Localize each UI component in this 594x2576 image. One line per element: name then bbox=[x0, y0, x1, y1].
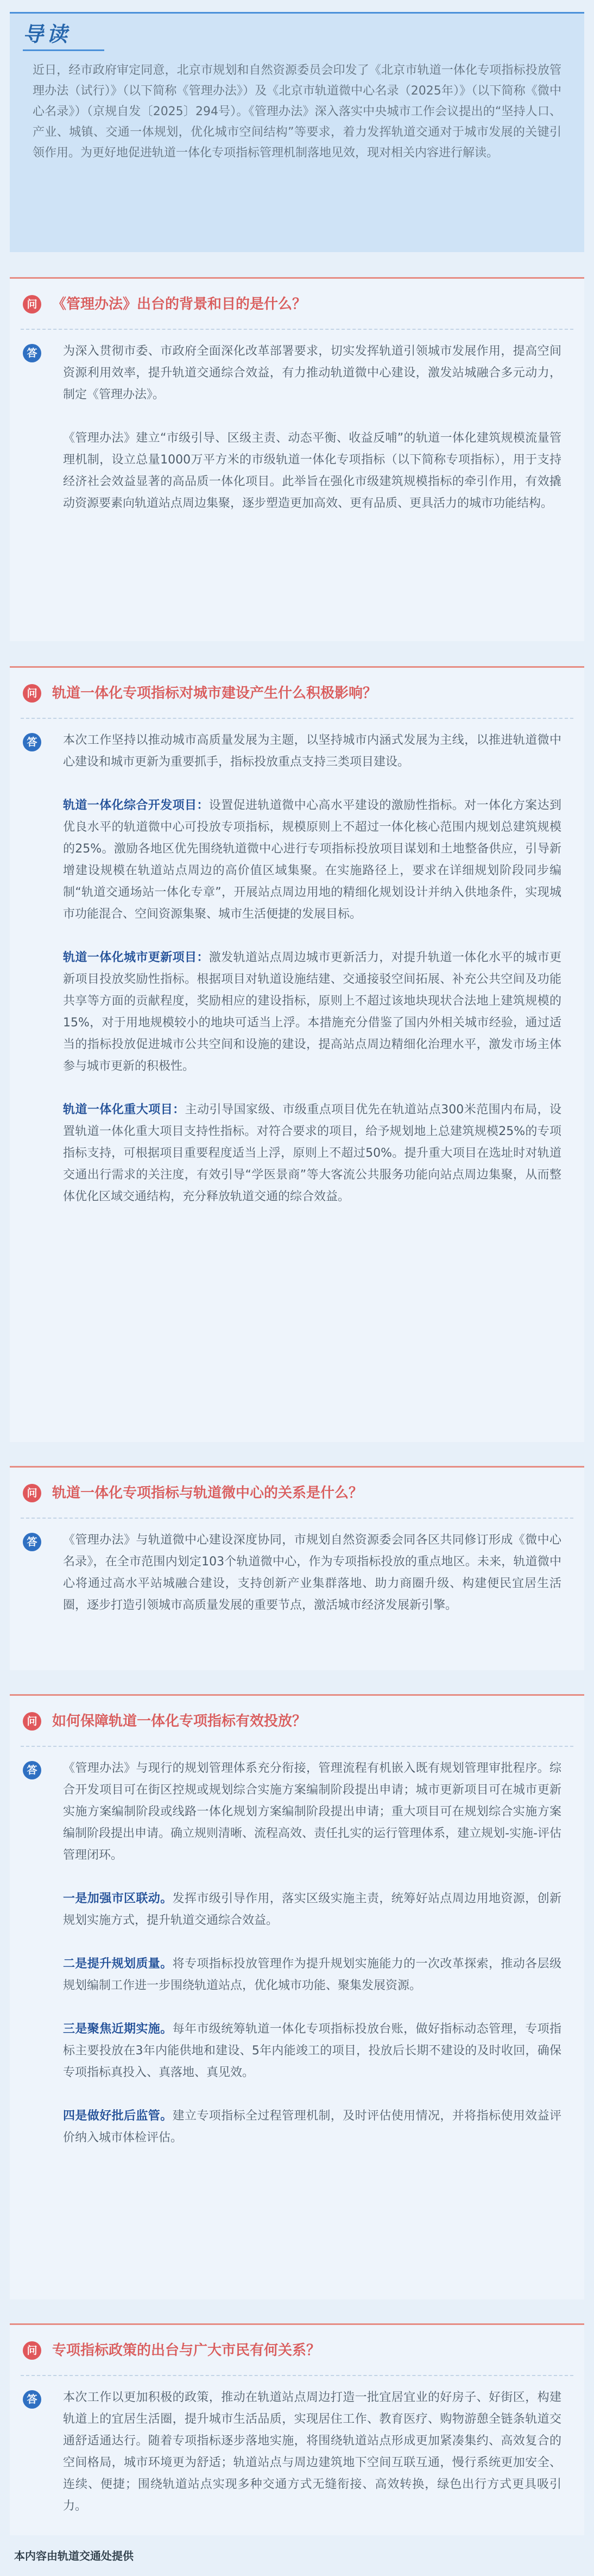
answer-paragraph bbox=[63, 2105, 561, 2149]
paragraph-lead: 四是做好批后监管。 bbox=[63, 2109, 173, 2123]
intro-title-underline bbox=[23, 49, 104, 51]
question-text: 如何保障轨道一体化专项指标有效投放？ bbox=[52, 1713, 307, 1729]
answer-body bbox=[63, 2387, 561, 2517]
answer-badge: 答 bbox=[23, 344, 41, 362]
question-badge: 问 bbox=[23, 295, 41, 314]
answer-paragraph bbox=[63, 947, 561, 1077]
paragraph-lead: 轨道一体化综合开发项目： bbox=[63, 799, 209, 812]
answer-paragraph bbox=[63, 2019, 561, 2084]
answer-paragraph bbox=[63, 1099, 561, 1208]
answer-paragraph bbox=[63, 1530, 561, 1616]
answer-paragraph bbox=[63, 2387, 561, 2517]
answer-body bbox=[63, 730, 561, 1208]
question-row bbox=[10, 668, 584, 718]
answer-body bbox=[63, 1758, 561, 2149]
answer-paragraph bbox=[63, 730, 561, 773]
paragraph-text: 每年市级统筹轨道一体化专项指标投放台账，做好指标动态管理，专项指标主要投放在3年内能供地和建设、5年内能竣工的项目，投放后长期不建设的及时收回，确保专项指标真投入、真落地、真见效。 bbox=[63, 2022, 561, 2079]
question-text: 《管理办法》出台的背景和目的是什么？ bbox=[52, 296, 307, 312]
dashed-divider bbox=[21, 718, 573, 719]
qa-card-2 bbox=[10, 666, 584, 1442]
paragraph-text: 发挥市级引导作用，落实区级实施主责，统筹好站点周边用地资源，创新规划实施方式，提升轨道交通综合效益。 bbox=[63, 1892, 561, 1927]
dashed-divider bbox=[21, 329, 573, 330]
intro-text: 近日，经市政府审定同意，北京市规划和自然资源委员会印发了《北京市轨道一体化专项指标投放管理办法（试行）》（以下简称《管理办法》）及《北京市轨道微中心名录（2025年）》（以下简称《微中心名录》）（京规自发〔2025〕294号）。《管理办法》深入落实中央城市工作会议提出的“坚持人口、产业、城镇、交通一体规划，优化城市空间结构”等要求，着力发挥轨道交通对于城市发展的关键引领作用。为更好地促进轨道一体化专项指标管理机制落地见效，现对相关内容进行解读。 bbox=[33, 64, 561, 160]
answer-body bbox=[63, 1530, 561, 1616]
answer-paragraph bbox=[63, 428, 561, 515]
paragraph-text: 本次工作坚持以推动城市高质量发展为主题，以坚持城市内涵式发展为主线，以推进轨道微中心建设和城市更新为重要抓手，指标投放重点支持三类项目建设。 bbox=[63, 734, 561, 769]
answer-body bbox=[63, 341, 561, 515]
paragraph-lead: 一是加强市区联动。 bbox=[63, 1892, 173, 1906]
dashed-divider bbox=[21, 2375, 573, 2376]
question-row bbox=[10, 2325, 584, 2375]
paragraph-text: 主动引导国家级、市级重点项目优先在轨道站点300米范围内布局，设置轨道一体化重大项目支持性指标。对符合要求的项目，给予规划地上总建筑规模25%的专项指标支持，可根据项目重要程度适当上浮，原则上不超过50%。提升重大项目在选址时对轨道交通出行需求的关注度，有效引导“学医景商”等大客流公共服务功能向站点周边集聚，从而整体优化区域交通结构，充分释放轨道交通的综合效益。 bbox=[63, 1103, 561, 1204]
question-text: 轨道一体化专项指标与轨道微中心的关系是什么？ bbox=[52, 1485, 363, 1501]
answer-paragraph bbox=[63, 1888, 561, 1932]
answer-paragraph bbox=[63, 1758, 561, 1866]
paragraph-text: 《管理办法》建立“市级引导、区级主责、动态平衡、收益反哺”的轨道一体化建筑规模流量管理机制，设立总量1000万平方米的市级轨道一体化专项指标（以下简称专项指标），用于支持经济社会效益显著的高品质一体化项目。此举旨在强化市级建筑规模指标的牵引作用，有效撬动资源要素向轨道站点周边集聚，逐步塑造更加高效、更有品质、更具活力的城市功能结构。 bbox=[63, 431, 561, 510]
paragraph-lead: 三是聚焦近期实施。 bbox=[63, 2022, 173, 2036]
answer-badge: 答 bbox=[23, 1533, 41, 1551]
question-badge: 问 bbox=[23, 2341, 41, 2360]
paragraph-lead: 轨道一体化重大项目： bbox=[63, 1103, 185, 1117]
paragraph-text: 设置促进轨道微中心高水平建设的激励性指标。对一体化方案达到优良水平的轨道微中心可投放专项指标，规模原则上不超过一体化核心范围内规划总建筑规模的25%。激励各地区优先围绕轨道微中心进行专项指标投放项目谋划和土地整备供应，引导新增建设规模在轨道站点周边的高价值区域集聚。在实施路径上，要求在详细规划阶段同步编制“轨道交通场站一体化专章”，开展站点周边用地的精细化规划设计并纳入供地条件，实现城市功能混合、空间资源集聚、城市生活便捷的发展目标。 bbox=[63, 799, 561, 921]
answer-paragraph bbox=[63, 1953, 561, 1997]
answer-badge: 答 bbox=[23, 2390, 41, 2409]
qa-card-4 bbox=[10, 1694, 584, 2299]
paragraph-text: 《管理办法》与轨道微中心建设深度协同，市规划自然资源委会同各区共同修订形成《微中心名录》，在全市范围内划定103个轨道微中心，作为专项指标投放的重点地区。未来，轨道微中心将通过高水平站城融合建设，支持创新产业集群落地、助力商圈升级、构建便民宜居生活圈，逐步打造引领城市高质量发展的重要节点，激活城市经济发展新引擎。 bbox=[63, 1533, 561, 1612]
question-badge: 问 bbox=[23, 684, 41, 703]
answer-paragraph bbox=[63, 795, 561, 925]
footer-credit: 本内容由轨道交通处提供 bbox=[14, 2549, 134, 2562]
paragraph-text: 激发轨道站点周边城市更新活力，对提升轨道一体化水平的城市更新项目投放奖励性指标。根据项目对轨道设施结建、交通接驳空间拓展、补充公共空间及功能共享等方面的贡献程度，奖励相应的建设指标，原则上不超过该地块现状合法地上建筑规模的15%，对于用地规模较小的地块可适当上浮。本措施充分借鉴了国内外相关城市经验，通过适当的指标投放促进城市公共空间和设施的建设，提高站点周边精细化治理水平，激发市场主体参与城市更新的积极性。 bbox=[63, 951, 561, 1073]
paragraph-text: 将专项指标投放管理作为提升规划实施能力的一次改革探索，推动各层级规划编制工作进一步围绕轨道站点，优化城市功能、聚集发展资源。 bbox=[63, 1957, 561, 1992]
paragraph-text: 《管理办法》与现行的规划管理体系充分衔接，管理流程有机嵌入既有规划管理审批程序。综合开发项目可在街区控规或规划综合实施方案编制阶段提出申请；城市更新项目可在城市更新实施方案编制阶段或线路一体化规划方案编制阶段提出申请；重大项目可在规划综合实施方案编制阶段提出申请。确立规则清晰、流程高效、责任扎实的运行管理体系，建立规划-实施-评估管理闭环。 bbox=[63, 1762, 561, 1862]
paragraph-lead: 轨道一体化城市更新项目： bbox=[63, 951, 209, 964]
dashed-divider bbox=[21, 1746, 573, 1747]
qa-card-3 bbox=[10, 1466, 584, 1670]
paragraph-text: 为深入贯彻市委、市政府全面深化改革部署要求，切实发挥轨道引领城市发展作用，提高空间资源利用效率，提升轨道交通综合效益，有力推动轨道微中心建设，激发站城融合多元动力，制定《管理办法》。 bbox=[63, 344, 561, 402]
question-row bbox=[10, 1696, 584, 1746]
paragraph-lead: 二是提升规划质量。 bbox=[63, 1957, 173, 1971]
paragraph-text: 本次工作以更加积极的政策，推动在轨道站点周边打造一批宜居宜业的好房子、好街区，构建轨道上的宜居生活圈，提升城市生活品质，实现居住工作、教育医疗、购物游憩全链条轨道交通舒适通达行。随着专项指标逐步落地实施，将围绕轨道站点形成更加紧凑集约、高效复合的空间格局，城市环境更为舒适；轨道站点与周边建筑地下空间互联互通，慢行系统更加安全、连续、便捷；围绕轨道站点实现多种交通方式无缝衔接、高效转换，绿色出行方式更具吸引力。 bbox=[63, 2391, 561, 2513]
paragraph-text: 建立专项指标全过程管理机制，及时评估使用情况，并将指标使用效益评价纳入城市体检评估。 bbox=[63, 2109, 561, 2145]
question-badge: 问 bbox=[23, 1484, 41, 1502]
intro-title: 导读 bbox=[23, 22, 71, 46]
question-row bbox=[10, 279, 584, 329]
intro-header bbox=[23, 17, 71, 52]
question-badge: 问 bbox=[23, 1712, 41, 1731]
qa-card-1 bbox=[10, 277, 584, 641]
question-text: 轨道一体化专项指标对城市建设产生什么积极影响？ bbox=[52, 685, 377, 701]
intro-section bbox=[10, 12, 584, 252]
question-row bbox=[10, 1468, 584, 1518]
dashed-divider bbox=[21, 1518, 573, 1519]
qa-card-5 bbox=[10, 2323, 584, 2535]
answer-badge: 答 bbox=[23, 1761, 41, 1779]
answer-badge: 答 bbox=[23, 733, 41, 751]
question-text: 专项指标政策的出台与广大市民有何关系？ bbox=[52, 2342, 321, 2359]
answer-paragraph bbox=[63, 341, 561, 406]
